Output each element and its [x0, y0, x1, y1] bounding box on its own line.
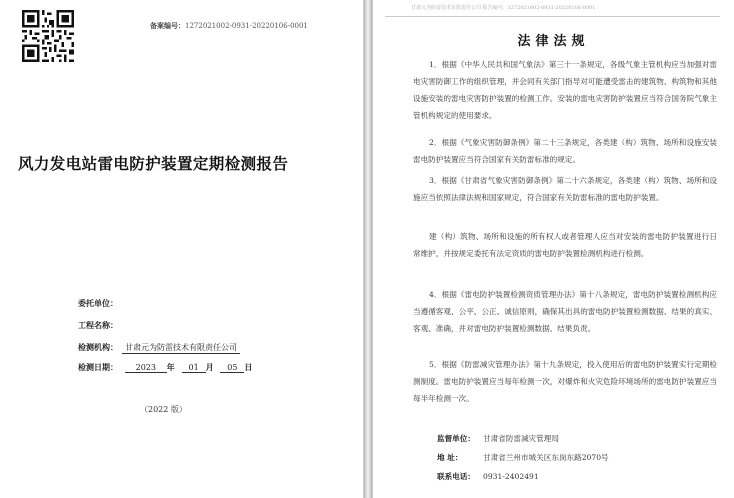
- law-paragraph-5: 4．根据《雷电防护装置检测资质管理办法》第十八条规定，雷电防护装置检测机构应当遵循客观、公平、公正、诚信原则，确保其出具的雷电防护装置检测数据、结果的真实、客观、准确，并对雷电防护装置检测数据、结果负责。: [413, 290, 717, 333]
- record-number-value: 1272021002-0931-20220106-0001: [185, 22, 308, 30]
- laws-title: 法律法规: [517, 34, 590, 49]
- page-header: 甘肃元为防雷技术有限责任公司 报告编号：1272021002-0931-20220106-0001: [411, 5, 596, 11]
- date-year-unit: 年: [166, 362, 175, 372]
- law-paragraph-3: 3．根据《甘肃省气象灾害防御条例》第二十六条规定，各类建（构）筑物、场所和设施应当依照法律法规和国家规定，符合国家有关防雷标准的雷电防护装置。: [413, 176, 717, 202]
- client-label: 委托单位：: [78, 298, 118, 308]
- supervisor-label: 监督单位：: [437, 434, 475, 443]
- qr-code: [22, 10, 74, 62]
- address-label: 地 址：: [437, 453, 463, 462]
- date-day: 05: [220, 363, 244, 373]
- agency-field: [78, 342, 240, 354]
- project-field: [78, 320, 118, 331]
- phone-value: 0931-2402491: [483, 472, 539, 481]
- project-label: 工程名称：: [78, 320, 118, 330]
- report-cover-page: [0, 0, 364, 498]
- edition-label: （2022 版）: [140, 405, 187, 414]
- address-line: [437, 452, 609, 463]
- address-value: 甘肃省兰州市城关区东岗东路2070号: [483, 453, 609, 462]
- law-paragraph-1: 1．根据《中华人民共和国气象法》第三十一条规定，各级气象主管机构应当加强对雷电灾害防御工作的组织管理，并会同有关部门指导对可能遭受雷击的建筑物、构筑物和其他设施安装的雷电灾害防护装置的检测工作。安装的雷电灾害防护装置应当符合国务院气象主管机构规定的使用要求。: [413, 60, 717, 120]
- record-number: [150, 21, 308, 31]
- date-year: 2023: [125, 363, 167, 373]
- record-number-label: 备案编号：: [150, 21, 185, 30]
- phone-line: [437, 471, 539, 482]
- inspection-date-field: [78, 362, 252, 373]
- supervisor-value: 甘肃省防雷减灾管理局: [483, 434, 559, 443]
- date-month: 01: [182, 363, 206, 373]
- agency-value: 甘肃元为防雷技术有限责任公司: [122, 342, 240, 354]
- report-title: 风力发电站雷电防护装置定期检测报告: [18, 154, 289, 173]
- phone-label: 联系电话：: [437, 472, 475, 481]
- client-field: [78, 298, 118, 309]
- law-paragraph-4: 建（构）筑物、场所和设施的所有权人或者管理人应当对安装的雷电防护装置进行日常维护，并按规定委托有法定资质的雷电防护装置检测机构进行检测。: [413, 232, 717, 258]
- laws-page: [372, 0, 734, 498]
- date-day-unit: 日: [244, 362, 253, 372]
- law-paragraph-2: 2．根据《气象灾害防御条例》第二十三条规定，各类建（构）筑物、场所和设施安装雷电防护装置应当符合国家有关防雷标准的规定。: [413, 138, 717, 164]
- header-divider: [385, 16, 720, 17]
- date-label: 检测日期：: [78, 362, 118, 372]
- law-paragraph-6: 5．根据《防雷减灾管理办法》第十九条规定，投入使用后的雷电防护装置实行定期检测制度。雷电防护装置应当每年检测一次，对爆炸和火灾危险环境场所的雷电防护装置应当每半年检测一次。: [413, 360, 717, 403]
- supervisor-line: [437, 433, 559, 444]
- page-gutter: [364, 0, 372, 498]
- date-month-unit: 月: [205, 362, 214, 372]
- agency-label: 检测机构：: [78, 342, 118, 352]
